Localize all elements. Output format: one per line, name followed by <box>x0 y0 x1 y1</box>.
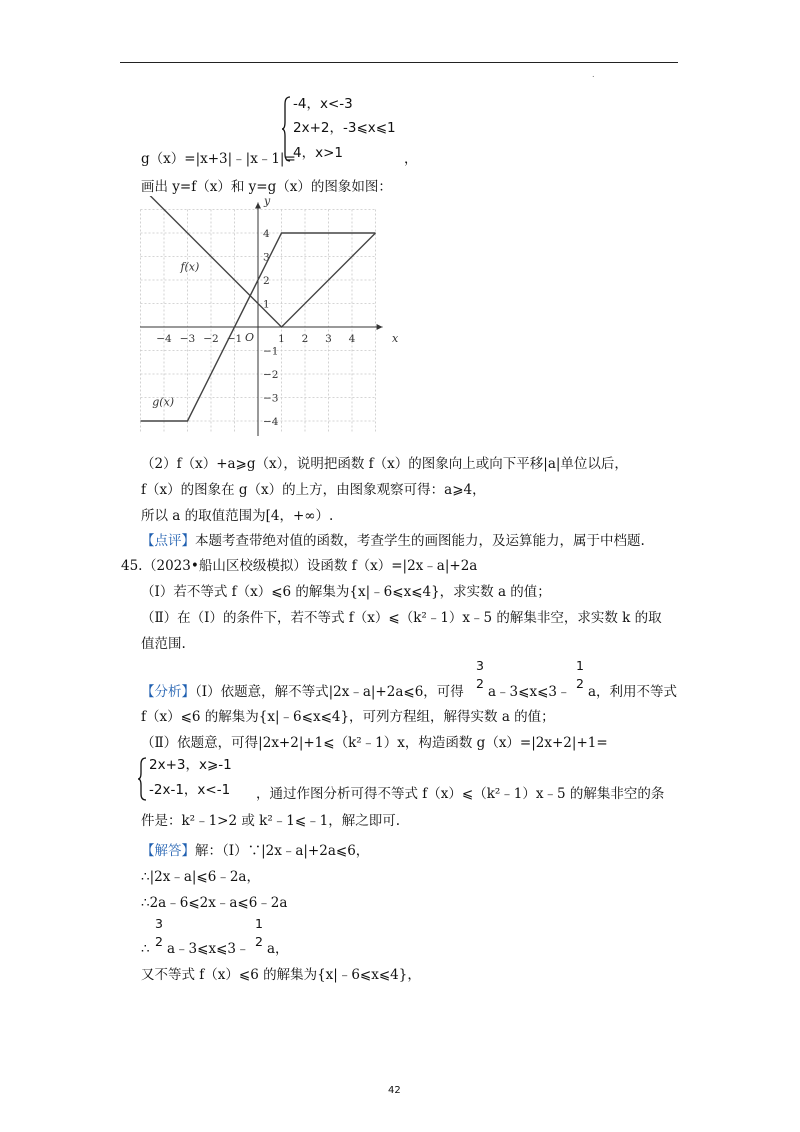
solution-fraction-1 <box>153 918 165 948</box>
header-rule <box>120 62 678 63</box>
solution-line1-text: 解：（Ⅰ）∵|2x﹣a|+2a⩽6， <box>195 843 370 859</box>
comment-line <box>141 532 645 550</box>
series-label-g: g(x) <box>152 395 175 409</box>
part2-line-2: f（x）的图象在 g（x）的上方，由图象观察可得：a⩾4， <box>141 482 486 498</box>
analysis-brace <box>138 757 148 801</box>
fraction-numerator: 3 <box>155 916 163 931</box>
analysis-tag: 【分析】 <box>141 684 195 700</box>
x-tick-label: −1 <box>226 333 243 345</box>
solution-line-3: ∴2a﹣6⩽2x﹣a⩽6﹣2a <box>141 895 288 911</box>
x-tick-label: 3 <box>325 333 332 345</box>
analysis-line-2: f（x）⩽6 的解集为{x|﹣6⩽x⩽4}，可列方程组，解得实数 a 的值； <box>141 709 555 725</box>
y-tick-label: 3 <box>263 251 270 264</box>
series-label-f: f(x) <box>180 260 200 274</box>
piecewise-row-1: -4，x<-3 <box>293 96 353 112</box>
comment-text: 本题考查带绝对值的函数，考查学生的画图能力，及运算能力，属于中档题. <box>195 533 645 549</box>
x-tick-label: −4 <box>156 333 172 345</box>
problem-source: （2023•船山区校级模拟）设函数 f（x）=|2x﹣a|+2a <box>143 558 478 574</box>
analysis-line-1 <box>141 683 464 701</box>
draw-instruction: 画出 y=f（x）和 y=g（x）的图象如图： <box>141 179 392 195</box>
solution-line-1 <box>141 842 369 860</box>
analysis-fraction-2 <box>574 660 586 690</box>
y-tick-label: −1 <box>263 345 279 358</box>
problem-part-2b: 值范围. <box>141 636 186 652</box>
y-tick-label: −3 <box>263 392 279 405</box>
y-axis-label: y <box>264 196 271 208</box>
y-tick-label: 4 <box>263 228 270 240</box>
problem-part-1: （Ⅰ）若不等式 f（x）⩽6 的解集为{x|﹣6⩽x⩽4}，求实数 a 的值； <box>141 584 551 600</box>
solution-tag: 【解答】 <box>141 843 195 859</box>
analysis-line1-mid: a﹣3⩽x⩽3﹣ <box>488 684 571 700</box>
piecewise-lhs: g（x）=|x+3|﹣|x﹣1|= <box>141 151 296 167</box>
x-tick-label: 1 <box>278 333 285 345</box>
fraction-denominator: 2 <box>476 676 484 691</box>
x-tick-label: −2 <box>203 333 219 345</box>
x-axis-label: x <box>391 332 399 345</box>
analysis-line1-post: a，利用不等式 <box>588 684 678 700</box>
graph-ticks <box>156 228 355 428</box>
comment-tag: 【点评】 <box>141 533 195 549</box>
problem-number: 45. <box>121 558 143 574</box>
y-tick-label: 1 <box>263 298 270 311</box>
fraction-denominator: 2 <box>255 934 263 949</box>
y-tick-label: −2 <box>263 369 279 381</box>
analysis-line-3: （Ⅱ）依题意，可得|2x+2|+1⩽（k²﹣1）x，构造函数 g（x）=|2x+2|+1= <box>141 735 608 751</box>
part2-line-3: 所以 a 的取值范围为[4，+∞）. <box>141 508 334 524</box>
solution-line-2: ∴|2x﹣a|⩽6﹣2a， <box>141 869 260 885</box>
x-tick-label: 2 <box>301 333 309 345</box>
analysis-brace-row-1: 2x+3，x⩾-1 <box>149 757 232 773</box>
solution-line4-mid: a﹣3⩽x⩽3﹣ <box>167 941 250 957</box>
origin-label: O <box>245 331 255 344</box>
fraction-numerator: 3 <box>476 658 484 673</box>
y-tick-label: 2 <box>263 275 270 287</box>
analysis-line1-pre: （Ⅰ）依题意，解不等式|2x﹣a|+2a⩽6，可得 <box>195 684 464 700</box>
x-tick-label: −3 <box>179 333 196 345</box>
analysis-fraction-1 <box>474 660 486 690</box>
function-graph <box>138 196 400 440</box>
fraction-denominator: 2 <box>576 676 584 691</box>
part2-line-1: （2）f（x）+a⩾g（x），说明把函数 f（x）的图象向上或向下平移|a|单位以后， <box>141 456 628 472</box>
header-dot: . <box>592 70 595 79</box>
piecewise-row-2: 2x+2，-3⩽x⩽1 <box>293 120 396 136</box>
fraction-numerator: 1 <box>576 658 584 673</box>
piecewise-row-3: 4，x>1 <box>293 145 343 161</box>
solution-line4-post: a， <box>267 941 289 957</box>
analysis-line-4: ，通过作图分析可得不等式 f（x）⩽（k²﹣1）x﹣5 的解集非空的条 <box>256 786 665 802</box>
fraction-numerator: 1 <box>255 916 263 931</box>
y-axis-arrow <box>255 202 261 208</box>
solution-fraction-2 <box>253 918 265 948</box>
piecewise-brace <box>282 96 292 162</box>
solution-line-5: 又不等式 f（x）⩽6 的解集为{x|﹣6⩽x⩽4}， <box>141 967 421 983</box>
y-tick-label: −4 <box>263 416 279 428</box>
piecewise-comma: ， <box>404 151 418 167</box>
page-number: 42 <box>388 1085 401 1096</box>
x-tick-label: 4 <box>348 333 356 345</box>
problem-part-2a: （Ⅱ）在（Ⅰ）的条件下，若不等式 f（x）⩽（k²﹣1）x﹣5 的解集非空，求实数 k 的取 <box>141 610 662 626</box>
analysis-brace-row-2: -2x-1，x<-1 <box>149 782 231 798</box>
analysis-line-5: 件是：k²﹣1>2 或 k²﹣1⩽﹣1，解之即可. <box>141 813 401 829</box>
solution-line4-pre: ∴ <box>141 941 150 957</box>
fraction-denominator: 2 <box>155 934 163 949</box>
x-axis-arrow <box>377 324 383 330</box>
